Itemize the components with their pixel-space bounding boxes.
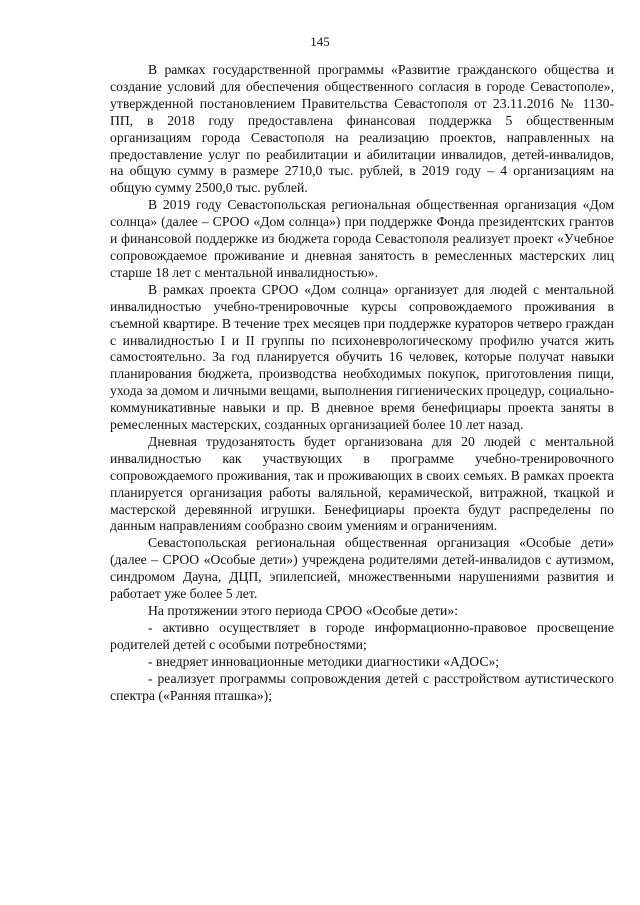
list-item-early-bird-program: - реализует программы сопровождения детей с расстройством аутистического спектра («Ранняя пташка»); [110, 670, 614, 703]
body-text [110, 62, 614, 704]
paragraph-dom-solntsa-project: В 2019 году Севастопольская региональная общественная организация «Дом солнца» (далее – СРОО «Дом солнца») при поддержке Фонда президентских грантов и финансовой поддержке из бюджета города Севастополя реализует проект «Учебное сопровождаемое проживание и дневная занятость в ремесленных мастерских лиц старше 18 лет с ментальной инвалидностью». [110, 197, 614, 280]
paragraph-osobye-deti: Севастопольская региональная общественная организация «Особые дети» (далее – СРОО «Особые дети») учреждена родителями детей-инвалидов с аутизмом, синдромом Дауна, ДЦП, эпилепсией, множественными нарушениями развития и работает уже более 5 лет. [110, 535, 614, 602]
list-item-ados-diagnostics: - внедряет инновационные методики диагностики «АДОС»; [148, 653, 500, 669]
paragraph-state-program: В рамках государственной программы «Развитие гражданского общества и создание условий для обеспечения общественного согласия в городе Севастополе», утвержденной постановлением Правительства Севастополя от 23.11.2016 № 1130-ПП, в 2018 году предоставлена финансовая поддержка 5 общественным организациям города Севастополя на реализацию проектов, направленных на предоставление услуг по реабилитации и абилитации инвалидов, детей-инвалидов, на общую сумму в размере 2710,0 тыс. рублей, в 2019 году – 4 организациям на общую сумму 2500,0 тыс. рублей. [110, 62, 614, 196]
paragraph-period-intro: На протяжении этого периода СРОО «Особые дети»: [148, 603, 458, 618]
paragraph-training-courses: В рамках проекта СРОО «Дом солнца» организует для людей с ментальной инвалидностью учебно-тренировочные курсы сопровождаемого проживания в съемной квартире. В течение трех месяцев при поддержке кураторов четверо граждан с инвалидностью I и II группы по психоневрологическому профилю учатся жить самостоятельно. За год планируется обучить 16 человек, которые получат навыки планирования бюджета, производства необходимых покупок, приготовления пищи, ухода за домом и личными вещами, выполнения гигиенических процедур, социально-коммуникативные навыки и пр. В дневное время бенефициары проекта заняты в ремесленных мастерских, созданных организацией более 10 лет назад. [110, 281, 614, 433]
paragraph-day-employment: Дневная трудозанятость будет организована для 20 людей с ментальной инвалидностью как участвующих в программе учебно-тренировочного сопровождаемого проживания, так и проживающих в своих семьях. В рамках проекта планируется организация работы валяльной, керамической, витражной, ткацкой и мастерской деревянной игрушки. Бенефициары проекта будут распределены по данным направлениям сообразно своим умениям и ограничениям. [110, 433, 614, 534]
list-item-legal-education: - активно осуществляет в городе информационно-правовое просвещение родителей детей с особыми потребностями; [110, 619, 614, 652]
page-number: 145 [310, 34, 330, 49]
